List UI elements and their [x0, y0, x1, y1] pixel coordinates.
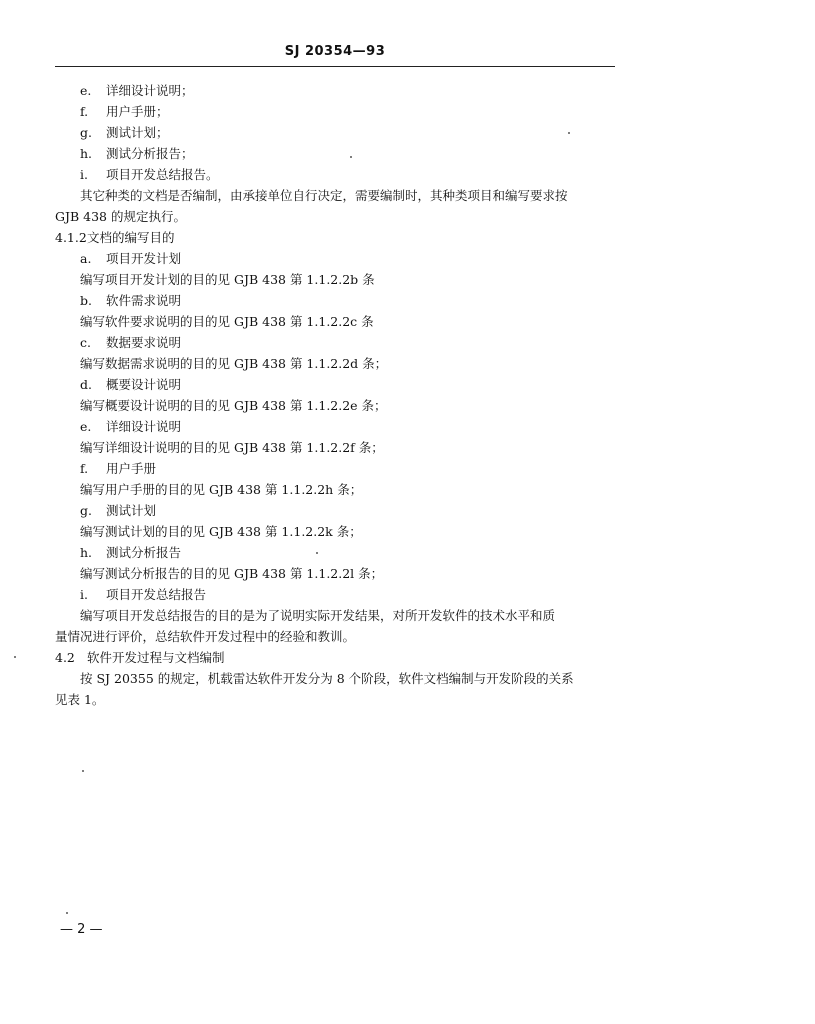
scan-speck — [14, 656, 16, 658]
list-marker: a. — [80, 251, 92, 266]
list-marker: i. — [80, 167, 88, 182]
paragraph-line: 编写项目开发总结报告的目的是为了说明实际开发结果，对所开发软件的技术水平和质 — [80, 608, 556, 623]
list-text: 用户手册； — [106, 104, 169, 119]
paragraph-line: GJB 438 的规定执行。 — [55, 209, 186, 224]
list-title: 概要设计说明 — [106, 377, 182, 392]
list-marker: f. — [80, 461, 89, 476]
list-item — [80, 146, 194, 162]
scan-speck — [316, 552, 318, 554]
list-marker: d. — [80, 377, 92, 392]
list-item — [80, 587, 206, 603]
scan-speck — [82, 770, 84, 772]
section-title: 文档的编写目的 — [87, 230, 175, 245]
list-title: 详细设计说明 — [106, 419, 182, 434]
list-marker: i. — [80, 587, 88, 602]
scan-speck — [350, 156, 352, 158]
list-item — [80, 335, 181, 351]
list-title: 用户手册 — [106, 461, 157, 476]
list-description: 编写测试计划的目的见 GJB 438 第 1.1.2.2k 条； — [80, 524, 362, 539]
list-description: 编写软件要求说明的目的见 GJB 438 第 1.1.2.2c 条 — [80, 314, 374, 329]
list-marker: b. — [80, 293, 92, 308]
list-item — [80, 377, 181, 393]
page-number: — 2 — — [60, 922, 103, 937]
list-item — [80, 104, 169, 120]
list-title: 测试分析报告 — [106, 545, 182, 560]
list-marker: e. — [80, 83, 92, 98]
list-marker: f. — [80, 104, 89, 119]
list-title: 项目开发计划 — [106, 251, 182, 266]
list-item — [80, 83, 194, 99]
list-item — [80, 125, 169, 141]
list-description: 编写测试分析报告的目的见 GJB 438 第 1.1.2.2l 条； — [80, 566, 384, 581]
list-marker: e. — [80, 419, 92, 434]
list-marker: g. — [80, 503, 92, 518]
doc-number-header: SJ 20354—93 — [284, 44, 386, 59]
section-number: 4.1.2 — [55, 230, 87, 245]
list-marker: h. — [80, 146, 93, 161]
list-title: 软件需求说明 — [106, 293, 182, 308]
list-text: 详细设计说明； — [106, 83, 194, 98]
list-description: 编写项目开发计划的目的见 GJB 438 第 1.1.2.2b 条 — [80, 272, 375, 287]
list-item — [80, 293, 181, 309]
paragraph-line: 量情况进行评价，总结软件开发过程中的经验和教训。 — [55, 629, 356, 644]
list-item — [80, 503, 156, 519]
paragraph-line: 其它种类的文档是否编制，由承接单位自行决定，需要编制时，其种类项目和编写要求按 — [80, 188, 568, 203]
list-description: 编写数据需求说明的目的见 GJB 438 第 1.1.2.2d 条； — [80, 356, 388, 371]
section-title: 软件开发过程与文档编制 — [87, 650, 225, 665]
list-description: 编写概要设计说明的目的见 GJB 438 第 1.1.2.2e 条； — [80, 398, 387, 413]
list-title: 测试计划 — [106, 503, 157, 518]
scan-speck — [66, 912, 68, 914]
list-title: 项目开发总结报告 — [106, 587, 207, 602]
section-heading — [55, 650, 225, 666]
list-item — [80, 251, 181, 267]
list-text: 测试计划； — [106, 125, 169, 140]
list-marker: g. — [80, 125, 92, 140]
list-marker: h. — [80, 545, 93, 560]
list-item — [80, 461, 156, 477]
list-marker: c. — [80, 335, 91, 350]
list-item — [80, 545, 181, 561]
paragraph-line: 见表 1。 — [55, 692, 105, 707]
section-heading — [55, 230, 175, 246]
list-text: 测试分析报告； — [106, 146, 194, 161]
list-description: 编写用户手册的目的见 GJB 438 第 1.1.2.2h 条； — [80, 482, 363, 497]
list-item — [80, 419, 181, 435]
list-title: 数据要求说明 — [106, 335, 182, 350]
list-description: 编写详细设计说明的目的见 GJB 438 第 1.1.2.2f 条； — [80, 440, 384, 455]
header-rule — [55, 66, 615, 67]
list-text: 项目开发总结报告。 — [106, 167, 219, 182]
scan-speck — [568, 132, 570, 134]
section-number: 4.2 — [55, 650, 75, 665]
paragraph-line: 按 SJ 20355 的规定，机载雷达软件开发分为 8 个阶段，软件文档编制与开发阶段的关系 — [80, 671, 574, 686]
list-item — [80, 167, 219, 183]
